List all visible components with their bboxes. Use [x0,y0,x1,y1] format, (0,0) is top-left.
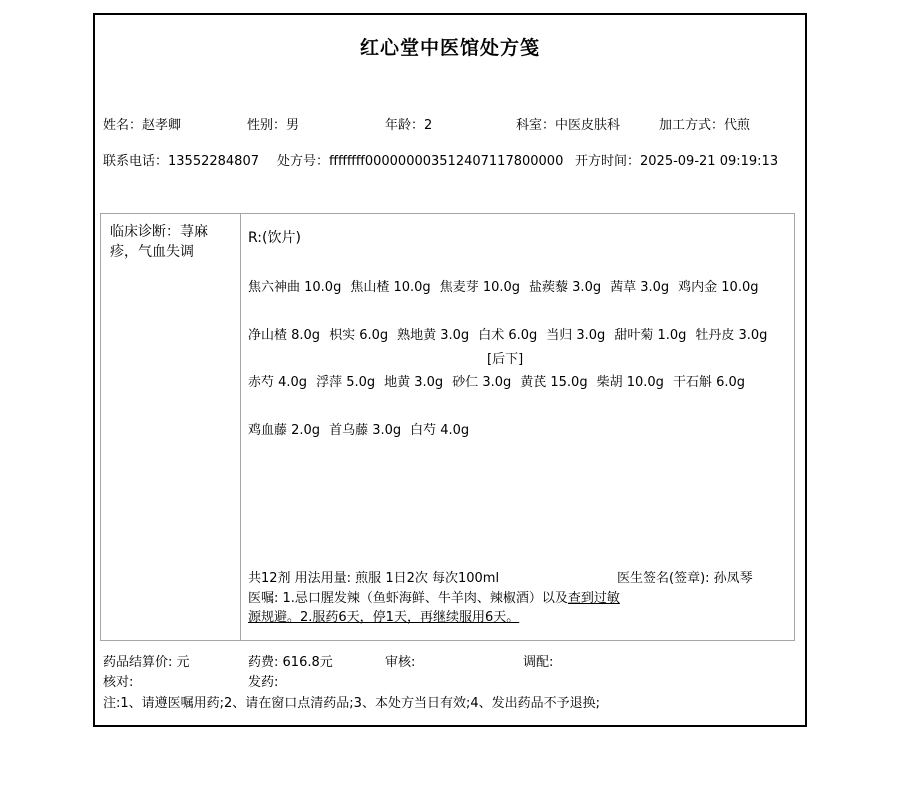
patient-name-value: 赵孝卿 [142,118,182,133]
med-item: 赤芍 4.0g [248,375,308,390]
med-item: 鸡血藤 2.0g [248,423,321,438]
medicine-fee-value: 616.8元 [282,655,333,670]
prescription-table-divider [240,213,241,641]
med-item: 白芍 4.0g [410,423,470,438]
clinical-diagnosis: 临床诊断：荨麻疹，气血失调 [110,224,208,260]
med-item: 柴胡 10.0g [596,375,664,390]
check-field: 核对: [103,675,134,690]
med-item: 枳实 6.0g [329,328,389,343]
department-field [516,114,620,133]
med-item: 焦麦芽 10.0g [439,280,521,295]
med-item: 茜草 3.0g [610,280,670,295]
dispense-field: 调配: [523,655,554,670]
med-row-1 [248,276,759,295]
phone-label: 联系电话： [103,154,169,169]
med-row-3 [248,371,745,390]
med-item: 净山楂 8.0g [248,328,321,343]
patient-gender-value: 男 [286,118,300,133]
med-item: 焦山楂 10.0g [350,280,431,295]
med-item: 黄芪 15.0g [520,375,588,390]
doctor-advice-line1 [248,587,620,606]
patient-name-label: 姓名： [103,118,143,133]
decoct-later-note: [后下] [487,352,524,367]
rx-time-field [575,150,778,169]
doctor-signature-label: 医生签名(签章): [617,571,710,586]
page-title: 红心堂中医馆处方笺 [359,37,540,59]
processing-label: 加工方式： [659,118,725,133]
rx-time-value: 2025-09-21 09:19:13 [640,154,779,169]
footer-note: 注:1、请遵医嘱用药;2、请在窗口点清药品;3、本处方当日有效;4、发出药品不予退换; [103,696,600,711]
med-item: 鸡内金 10.0g [678,280,759,295]
advice-underlined: 查到过敏 [567,591,620,606]
med-row-4 [248,419,469,438]
rx-number-value: ffffffff000000003512407117800000 [329,154,564,169]
med-item: 盐蒺藜 3.0g [529,280,602,295]
med-item: 焦六神曲 10.0g [248,280,342,295]
med-item: 首乌藤 3.0g [329,423,402,438]
doctor-signature-name: 孙凤琴 [713,571,753,586]
med-item: 砂仁 3.0g [452,375,512,390]
processing-field [659,114,750,133]
medicine-fee-field [248,651,333,670]
phone-field [103,150,259,169]
patient-age-value: 2 [424,118,433,133]
review-field: 审核: [385,655,416,670]
patient-name-field [103,114,181,133]
rx-time-label: 开方时间： [575,154,641,169]
usage-instructions: 共12剂 用法用量: 煎服 1日2次 每次100ml [248,571,500,586]
medicine-fee-label: 药费: [248,655,279,670]
med-item: 白术 6.0g [478,328,538,343]
med-item: 干石斛 6.0g [672,375,745,390]
doctor-signature-field [617,567,753,586]
rx-header: R:(饮片) [248,230,301,246]
advice-line2-text: 源规避。2.服药6天，停1天，再继续服用6天。 [248,610,520,625]
advice-prefix: 医嘱: 1.忌口腥发辣（鱼虾海鲜、牛羊肉、辣椒酒）以及 [248,591,568,606]
rx-number-label: 处方号： [277,154,330,169]
settlement-price-field: 药品结算价: 元 [103,655,190,670]
processing-value: 代煎 [724,118,751,133]
med-item: 甜叶菊 1.0g [614,328,687,343]
med-item: 当归 3.0g [546,328,606,343]
doctor-advice-line2 [248,606,519,625]
med-item: 牡丹皮 3.0g [695,328,768,343]
med-item: 熟地黄 3.0g [397,328,470,343]
patient-age-label: 年龄： [385,118,425,133]
department-label: 科室： [516,118,556,133]
med-item: 浮萍 5.0g [316,375,376,390]
patient-gender-field [247,114,299,133]
phone-value: 13552284807 [168,154,259,169]
department-value: 中医皮肤科 [555,118,621,133]
issue-field: 发药: [248,675,279,690]
rx-number-field [277,150,563,169]
med-item: 地黄 3.0g [384,375,444,390]
med-row-2 [248,324,767,343]
patient-age-field [385,114,432,133]
patient-gender-label: 性别： [247,118,287,133]
